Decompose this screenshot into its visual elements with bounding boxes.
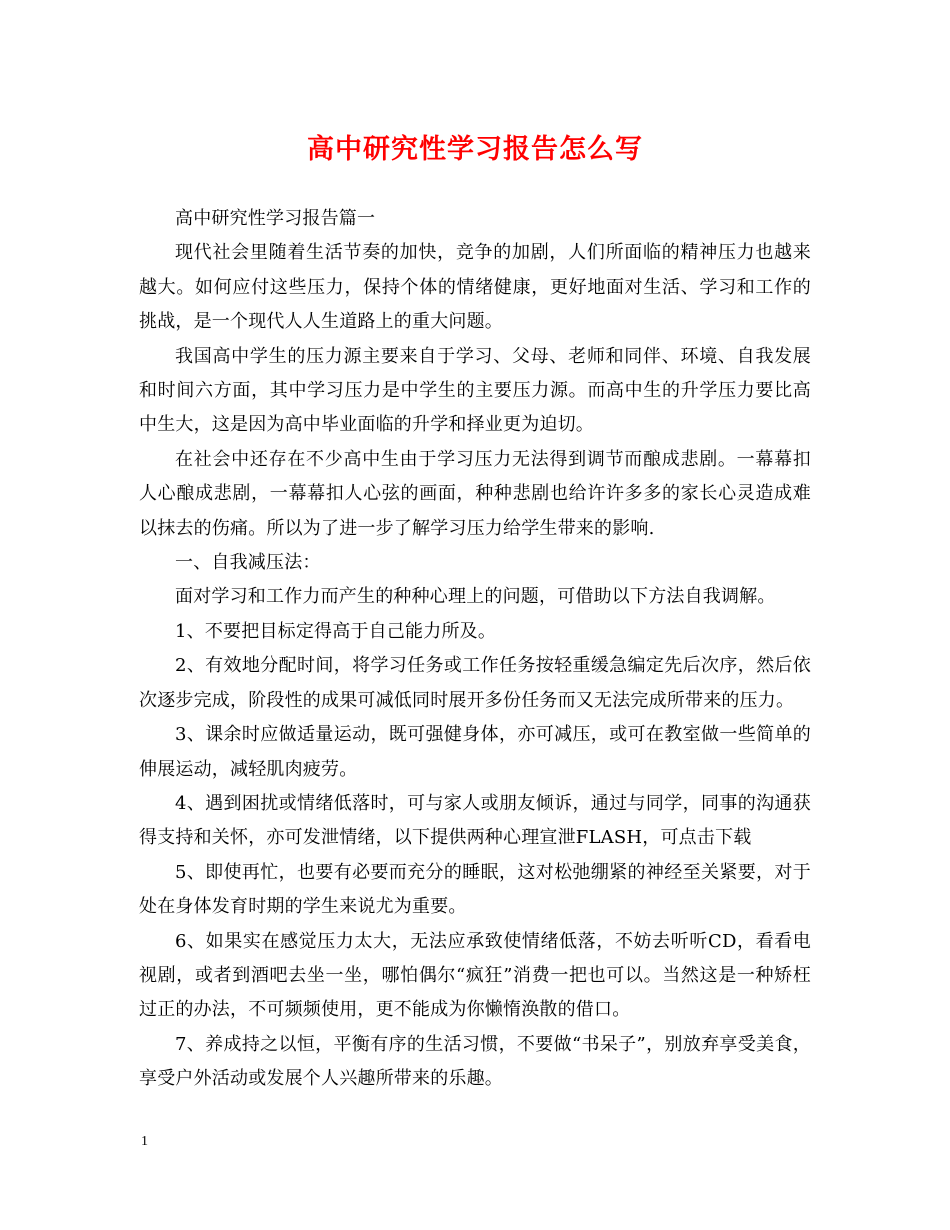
list-heading: 一、自我减压法： [175,552,321,574]
list-item: 4、遇到困扰或情绪低落时，可与家人或朋友倾诉，通过与同学，同事的沟通获得支持和关怀，亦可发泄情绪，以下提供两种心理宣泄FLASH，可点击下载 [139,792,811,849]
list-item: 1、不要把目标定得高于自己能力所及。 [175,620,497,642]
list-item: 6、如果实在感觉压力太大，无法应承致使情绪低落，不妨去听听CD，看看电视剧，或者到酒吧去坐一坐，哪怕偶尔“疯狂”消费一把也可以。当然这是一种矫枉过正的办法，不可频频使用，更不能成为你懒惰涣散的借口。 [139,930,811,1021]
list-item: 5、即使再忙，也要有必要而充分的睡眠，这对松弛绷紧的神经至关紧要，对于处在身体发育时期的学生来说尤为重要。 [139,861,811,918]
page-number: 1 [141,1134,148,1149]
document-body [139,202,811,1097]
body-paragraph: 在社会中还存在不少高中生由于学习压力无法得到调节而酿成悲剧。一幕幕扣人心酿成悲剧，一幕幕扣人心弦的画面，种种悲剧也给许许多多的家长心灵造成难以抹去的伤痛。所以为了进一步了解学习压力给学生带来的影响. [139,448,811,539]
body-paragraph: 现代社会里随着生活节奏的加快，竞争的加剧，人们所面临的精神压力也越来越大。如何应付这些压力，保持个体的情绪健康，更好地面对生活、学习和工作的挑战，是一个现代人人生道路上的重大问题。 [139,242,811,333]
list-item: 3、课余时应做适量运动，既可强健身体，亦可减压，或可在教室做一些简单的伸展运动，减轻肌肉疲劳。 [139,724,811,780]
list-item: 7、养成持之以恒，平衡有序的生活习惯，不要做“书呆子”，别放弃享受美食，享受户外活动或发展个人兴趣所带来的乐趣。 [139,1033,811,1090]
body-paragraph: 面对学习和工作力而产生的种种心理上的问题，可借助以下方法自我调解。 [175,586,776,608]
list-item: 2、有效地分配时间，将学习任务或工作任务按轻重缓急编定先后次序，然后依次逐步完成，阶段性的成果可减低同时展开多份任务而又无法完成所带来的压力。 [139,655,811,711]
document-title: 高中研究性学习报告怎么写 [307,134,643,165]
section-heading: 高中研究性学习报告篇一 [175,208,376,229]
body-paragraph: 我国高中学生的压力源主要来自于学习、父母、老师和同伴、环境、自我发展和时间六方面，其中学习压力是中学生的主要压力源。而高中生的升学压力要比高中生大，这是因为高中毕业面临的升学和择业更为迫切。 [139,345,811,436]
